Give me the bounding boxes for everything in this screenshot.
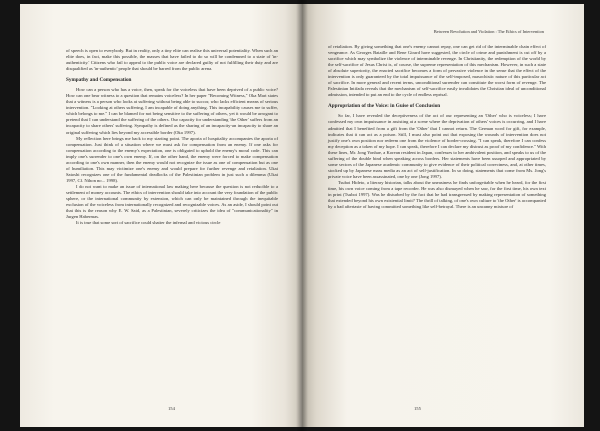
paragraph: So far, I have revealed the deceptiveness of the act of our representing an 'Other' who is voiceless; I have confessed my own impuissance in assisting at a scene where the deprivation of others' voices is occurring, and I have admitted that I benefited from a gift from the 'Other' that I cannot return. The German word for gift, for example, indicates that it can act as a poison. Still, I must also point out that exposing the wounds of intervention does not justify one's own position nor redeem one from the violence of border-crossing. "I can speak, therefore I can confess my deception as a token of my hope. I can speak, therefore I can declare my distrust as proof of my confidence." With these lines, Mr. Jong Yonhae, a Korean resident in Japan, confesses to her ambivalent position, and speaks to us of the suffering of the double bind when speaking across borders. Her statements have been usurped and appropriated by some sectors of the Japanese academic community to give evidence of their political correctness, and, at other times, stocked up by Japanese mass media as an act of self-justification. In so doing, statements that come from Ms. Jong's private voice have been assassinated, one by one (Jong 1997).	[328, 113, 546, 179]
paragraph: of speech is open to everybody. But in reality, only a tiny elite can realise this universal potentiality. When such an elite does, in fact, make this possible, the masses that have failed to do so will be condemned to a state of 'in-authenticity.' Citizens who fail to appeal to the public voice are declared guilty of not fulfilling their duty and are disqualified as 'in-authentic' people that should be barred from the public arena.	[66, 48, 278, 72]
paragraph: of retaliation. By giving something that one's enemy cannot repay, one can get rid of the interminable chain effect of vengeance. As Georges Bataille and Rene Girard have suggested, the circle of crime and punishment is cut off by a sacrifice which may symbolize the violence of interminable revenge. In Christianity, the redemption of the world by the self-sacrifice of Jesus Christ is, of course, the supreme representation of this mechanism. However, in such a state of absolute superiority, the enacted sacrifice becomes a form of pervasive violence in the sense that the effect of the intervention is only guaranteed by the total impuissance of the self-imposed, masochistic nature of this particular act of sacrifice. In more general and recent terms, unconditional surrender can constitute the worst form of revenge. The Palestinian Intifada reveals that the mechanism of self-sacrifice easily invalidates the Christian ideal of unconditional admission, intended to put an end to the cycle of endless reprisal.	[328, 44, 546, 98]
running-head: Between Revolution and Violation : The Ethics of Intervention	[433, 29, 544, 34]
left-page	[20, 4, 302, 427]
section-heading: Appropriation of the Voice: in Guise of Conclusion	[328, 103, 441, 110]
book-gutter	[296, 0, 308, 431]
right-page	[302, 4, 584, 427]
paragraph: I do not want to make an issue of international law making here because the question is not reducible to a settlement of money accounts. The ethics of intervention should take into account the very foundation of the public sphere, or the international community by extension, which can only be maintained through the inequitable exclusion of the voiceless from internationally recognized and recognizable voices. As an aside, I should point out that this is the reason why E. W. Said, as a Palestinian, severely criticizes the idea of "communicationality" in Jurgen Habermas.	[66, 183, 278, 220]
paragraph: How can a person who has a voice, then, speak for the voiceless that have been deprived of a public voice? How can one bear witness to a question that remains voiceless? In her paper "Becoming Witness," Oka Mari states that a witness is a person who looks at suffering without being able to succor, who lacks efficient means of serious intervention. "Looking at others suffering, I am incapable of doing anything. This incapability causes me to suffer, which belongs to me." I can be blamed for not being sensitive to the suffering of others, yet it would be arrogant to pretend that I can understand the suffering of the others. Our capacity for understanding 'the Other' suffers from an incapacity to share others' suffering. Sympathy is defined as the sharing of an incapacity-an incapacity to share an original suffering which lies beyond my accessible border (Oka 1997).	[66, 87, 278, 135]
left-page-number: 154	[168, 406, 175, 411]
left-page-body	[66, 48, 278, 226]
section-heading: Sympathy and Compensation	[66, 77, 132, 84]
right-page-body	[328, 44, 546, 210]
paragraph: It is true that some sort of sacrifice could shatter the infernal and vicious circle	[76, 220, 221, 226]
right-page-number: 155	[414, 406, 421, 411]
paragraph: My reflection here brings me back to my starting point. The aporia of hospitality accompanies the aporia of compensation. Just think of a situation where we must ask for compensation from an enemy. If one asks for compensation according to the enemy's expectation, one is obligated to uphold the enemy's moral code. This can imply one's surrender to one's own enemy. If, on the other hand, the enemy were forced to make compensation according to one's own manner, then the enemy would not recognize the issue as one of compensation but as one of humiliation. This may victimize one's enemy and would prepare for further revenge and retaliation. Ukai Satoshi recognizes one of the fundamental deadlocks of the Palestinian problem in just such a dilemma (Ukai 1997, Cf. Nihon no... 1998).	[66, 135, 278, 183]
paragraph: Tsuboi Hideto, a literary historian, talks about the uneasiness he finds unforgettable when he heard, for the first time, his own voice coming from a tape recorder. He was also dismayed when he saw, for the first time, his own text in print (Tsuboi 1997). Was he disturbed by the fact that he had transgressed by making representation of something that extended beyond his own existential limit? The thrill of talking, of one's own culture to 'the Other' is accompanied by a bad aftertaste of having committed something like self-betrayal. There is an uncanny mixture of	[328, 179, 546, 210]
